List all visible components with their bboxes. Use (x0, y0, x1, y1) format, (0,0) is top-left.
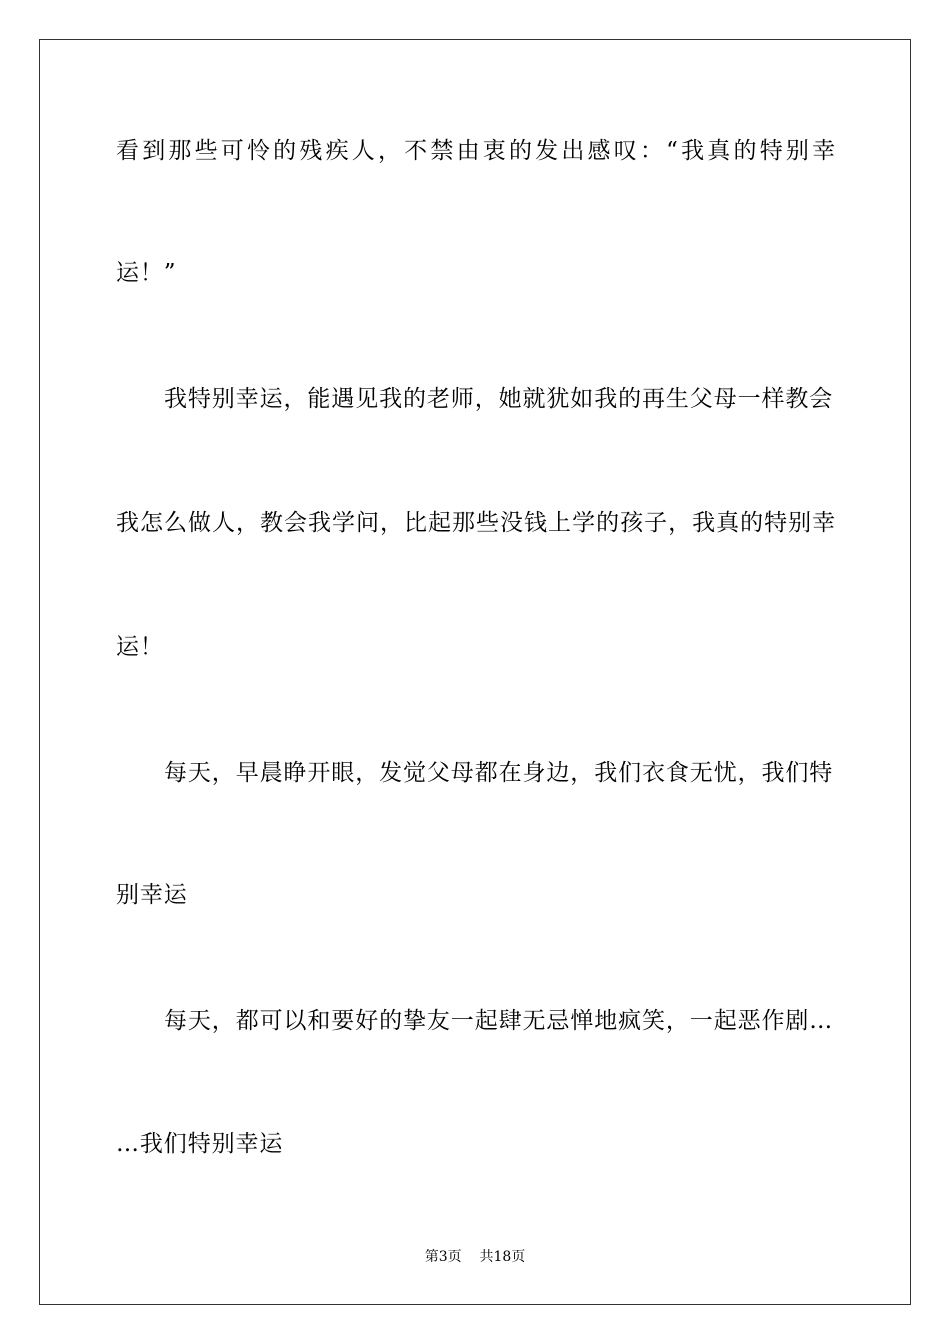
text-line-6: 每天，早晨睁开眼，发觉父母都在身边，我们衣食无忧，我们特 (164, 760, 834, 786)
text-line-8: 每天，都可以和要好的挚友一起肆无忌惮地疯笑，一起恶作剧… (164, 1008, 834, 1034)
text-line-4: 我怎么做人，教会我学问，比起那些没钱上学的孩子，我真的特别幸 (116, 510, 836, 536)
text-line-3: 我特别幸运，能遇见我的老师，她就犹如我的再生父母一样教会 (164, 386, 834, 412)
text-line-2: 运！” (116, 260, 177, 286)
text-line-7: 别幸运 (116, 882, 188, 908)
text-line-5: 运！ (116, 634, 164, 660)
text-line-9: …我们特别幸运 (116, 1131, 284, 1157)
text-line-1: 看到那些可怜的残疾人，不禁由衷的发出感叹：“我真的特别幸 (116, 138, 836, 164)
page-frame (39, 39, 911, 1305)
page-number-footer: 第3页 共18页 (424, 1249, 526, 1265)
